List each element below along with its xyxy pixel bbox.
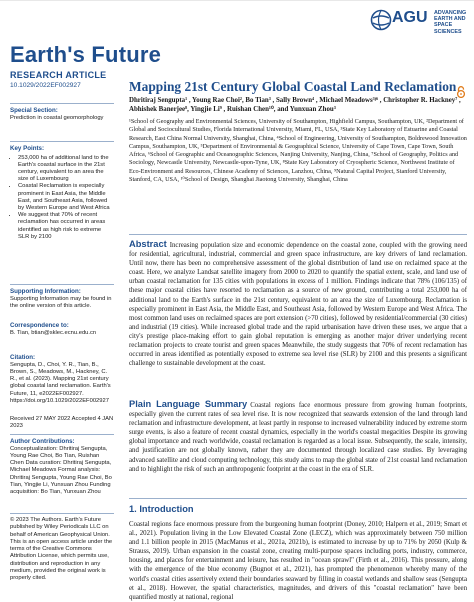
citation-heading: Citation: [10, 354, 36, 361]
sidebar-article-meta [10, 70, 114, 89]
copyright-text: © 2023 The Authors. Earth's Future published by Wiley Periodicals LLC on behalf of American Geophysical Union. This is an open access article under the terms of the Creative Commons Attribution License, which permits use, distribution and reproduction in any medium, provided the original work is properly cited. [10, 517, 113, 582]
correspondence [10, 322, 114, 337]
paper-title: Mapping 21st Century Global Coastal Land Reclamation [129, 79, 457, 94]
agu-logo-tagline: ADVANCING EARTH AND SPACE SCIENCES [434, 10, 467, 35]
author-list[interactable]: Dhritiraj Sengupta¹ , Young Rae Choi², Bo Tian³ , Sally Brown⁴ , Michael Meadows³ʲ⁶ , Christopher R. Hackney⁷ , Abhishek Banerjee⁸, Yingjie Li⁹ , Ruishan Chen¹⁰, and Yunxuan Zhou³ [129, 97, 461, 114]
section-divider [129, 234, 467, 235]
sidebar-divider [10, 284, 114, 285]
sidebar-divider [10, 103, 114, 104]
pls-text: Coastal regions face enormous pressure from growing human footprints, especially given the current rates of sea level rise. It is now recognized that seawards extension of the land through land reclamation and infrastructure development, at least partly in response to increased vulnerability induced by extreme storm surge events, is also a feature of recent coastal dynamics, especially in the world's coastal megacities Despite its growing global importance and reach worldwide, coastal reclamation is regarded as a local issue. Subsequently, the scale, intensity, and justification are not globally known, rather they are documented through localized case studies. By leveraging advanced satellite and cloud computing technology, this study aims to map the global state of 21st coastal land reclamation and to highlight the risk of such an anthropogenic footprint at the coast in the era of SLR. [129, 402, 467, 473]
correspondence-heading: Correspondence to: [10, 322, 69, 329]
received-accepted-dates: Received 27 MAY 2022 Accepted 4 JAN 2023 [10, 416, 114, 430]
affiliations: ¹School of Geography and Environmental Sciences, University of Southampton, Highfield Campus, Southampton, UK, ²Department of Global and Sociocultural Studies, Florida International University, Miami, FL, USA, ³State Key Laboratory of Estuarine and Coastal Research, East China Normal University, Shanghai, China, ⁴School of Engineering, University of Southampton, Boldrewood Innovation Campus, Southampton, UK, ⁵Department of Environmental & Geographical Science, University of Cape Town, Cape Town, South Africa, ⁶School of Geographic and Oceanographic Sciences, Nanjing University, Nanjing, China, ⁷School of Geography, Politics and Sociology, Newcastle University, Newcastle-upon-Tyne, UK, ⁸State Key Laboratory of Cryospheric Science, Northwest Institute of Eco-Environment and Resources, Chinese Academy of Sciences, Lanzhou, China, ⁹Natural Capital Project, Stanford University, Stanford, CA, USA, ¹⁰School of Design, Shanghai Jiaotong University, Shanghai, China [129, 118, 467, 184]
copyright-notice [10, 517, 114, 583]
supporting-information [10, 288, 114, 310]
key-points-list [10, 155, 114, 241]
sidebar-divider [10, 513, 114, 514]
top-border [0, 0, 474, 1]
special-section [10, 107, 114, 122]
key-points-heading: Key Points: [10, 145, 45, 152]
key-point-item: • 253,000 ha of additional land to the Earth's coastal surface in the 21st century, equivalent to an area the size of Luxembourg [18, 155, 114, 184]
key-point-item: • Coastal Reclamation is especially prominent in East Asia, the Middle East, and Southeast Asia, followed by Western Europe and West Africa [18, 183, 114, 212]
agu-globe-icon [370, 9, 392, 31]
sidebar-divider [10, 434, 114, 435]
citation-text: Sengupta, D., Choi, Y. R., Tian, B., Brown, S., Meadows, M., Hackney, C. R., et al. (2023). Mapping 21st century global coastal land reclamation. Earth's Future, 11, e2022EF002927. https://doi.org/10.1029/2022EF002927 [10, 361, 111, 405]
contributions-heading: Author Contributions: [10, 438, 75, 445]
agu-logo[interactable] [370, 7, 470, 37]
journal-title[interactable]: Earth's Future [10, 42, 162, 67]
introduction-text: Coastal regions face enormous pressure from the burgeoning human footprint (Doney, 2010; Halpern et al., 2019; Smart et al., 2021). Population living in the Low Elevated Coastal Zone (LECZ), which was approximately between 750 million and 1.1 billion people in 2015 (MacManus et al., 2021a, 2021b), is estimated to increase by up to 71% by 2050 (Kulp & Strauss, 2019). Urban expansion in the coastal zone, creating multi-purpose spaces including ports, industry, commerce, housing, and places for entertainment and leisure, has resulted in "ocean sprawl" (Firth et al., 2016). This pressure, along with the emergence of the blue economy (Bugnot et al., 2021), has prompted the phenomenon whereby many of the world's coastal cities assertively extend their boundaries seaward by filling in coastal wetlands and shallow seas (Sengupta et al., 2018). However, the spatial characteristics, magnitudes, and drivers of this "coastal reclamation" have been quantified mostly at national, regional [129, 521, 467, 601]
supporting-text: Supporting Information may be found in the online version of this article. [10, 295, 112, 309]
abstract-heading: Abstract [129, 239, 167, 249]
section-divider [129, 498, 467, 499]
special-section-heading: Special Section: [10, 107, 58, 114]
article-type: RESEARCH ARTICLE [10, 70, 107, 80]
contributions-text: Conceptualization: Dhritiraj Sengupta, Young Rae Choi, Bo Tian, Ruishan Chen Data curation: Dhritiraj Sengupta, Michael Meadows Formal analysis: Dhritiraj Sengupta, Young Rae Choi, Bo Tian, Yingjie Li, Yunxuan Zhou Funding acquisition: Bo Tian, Yunxuan Zhou [10, 445, 112, 496]
citation [10, 354, 114, 405]
received-dates [10, 416, 114, 431]
special-section-text[interactable]: Prediction in coastal geomorphology [10, 114, 104, 121]
plain-language-summary [129, 400, 467, 474]
sidebar-divider [10, 141, 114, 142]
abstract-text: Increasing population size and economic dependence on the coastal zone, coupled with the growing need for residential, agricultural, industrial, commercial and green space infrastructure, are key drivers of land reclamation. Until now, there has been no comprehensive assessment of the global distribution of land use on reclaimed space at the coast. Here, we analyze Landsat satellite imagery from 2000 to 2020 to quantify the spatial extent, scale, and land use of urban coastal reclamation for 135 cities with populations in excess of 1 million. Findings indicate that 78% (106/135) of these major coastal cities have resorted to reclamation as a source of new ground, contributing a total 253,000 ha of additional land to the Earth's surface in the 21st century, equivalent to an area the size of Luxembourg. Reclamation is especially prominent in East Asia, the Middle East, and Southeast Asia, followed by Western Europe and West Africa. The most common land uses on reclaimed spaces are port extension (>70 cities), followed by residential/commercial (30 cities) and industrial (19 cities). While increased global trade and the rapid urbanisation have driven these uses, we argue that a city's prestige place-making effort to gain global reputation is emerging as another major driver underlying recent reclamation projects to create tourist and green spaces Meanwhile, the study suggests that 70% of recent reclamation has occurred in areas identified as potentially exposed to extreme sea level rise (SLR) by 2100 and this presents a significant challenge to sustainable development at the coast. [129, 242, 467, 368]
pls-heading: Plain Language Summary [129, 399, 248, 409]
key-points [10, 145, 114, 241]
author-contributions [10, 438, 114, 497]
correspondence-text[interactable]: B. Tian, btian@sklec.ecnu.edu.cn [10, 329, 97, 336]
abstract [129, 240, 467, 368]
introduction-heading: 1. Introduction [129, 504, 194, 514]
supporting-heading: Supporting Information: [10, 288, 81, 295]
agu-logo-word: AGU [392, 9, 428, 26]
article-doi[interactable]: 10.1029/2022EF002927 [10, 82, 81, 89]
key-point-item: • We suggest that 70% of recent reclamation has occurred in areas identified as high risk to extreme SLR by 2100 [18, 212, 114, 241]
